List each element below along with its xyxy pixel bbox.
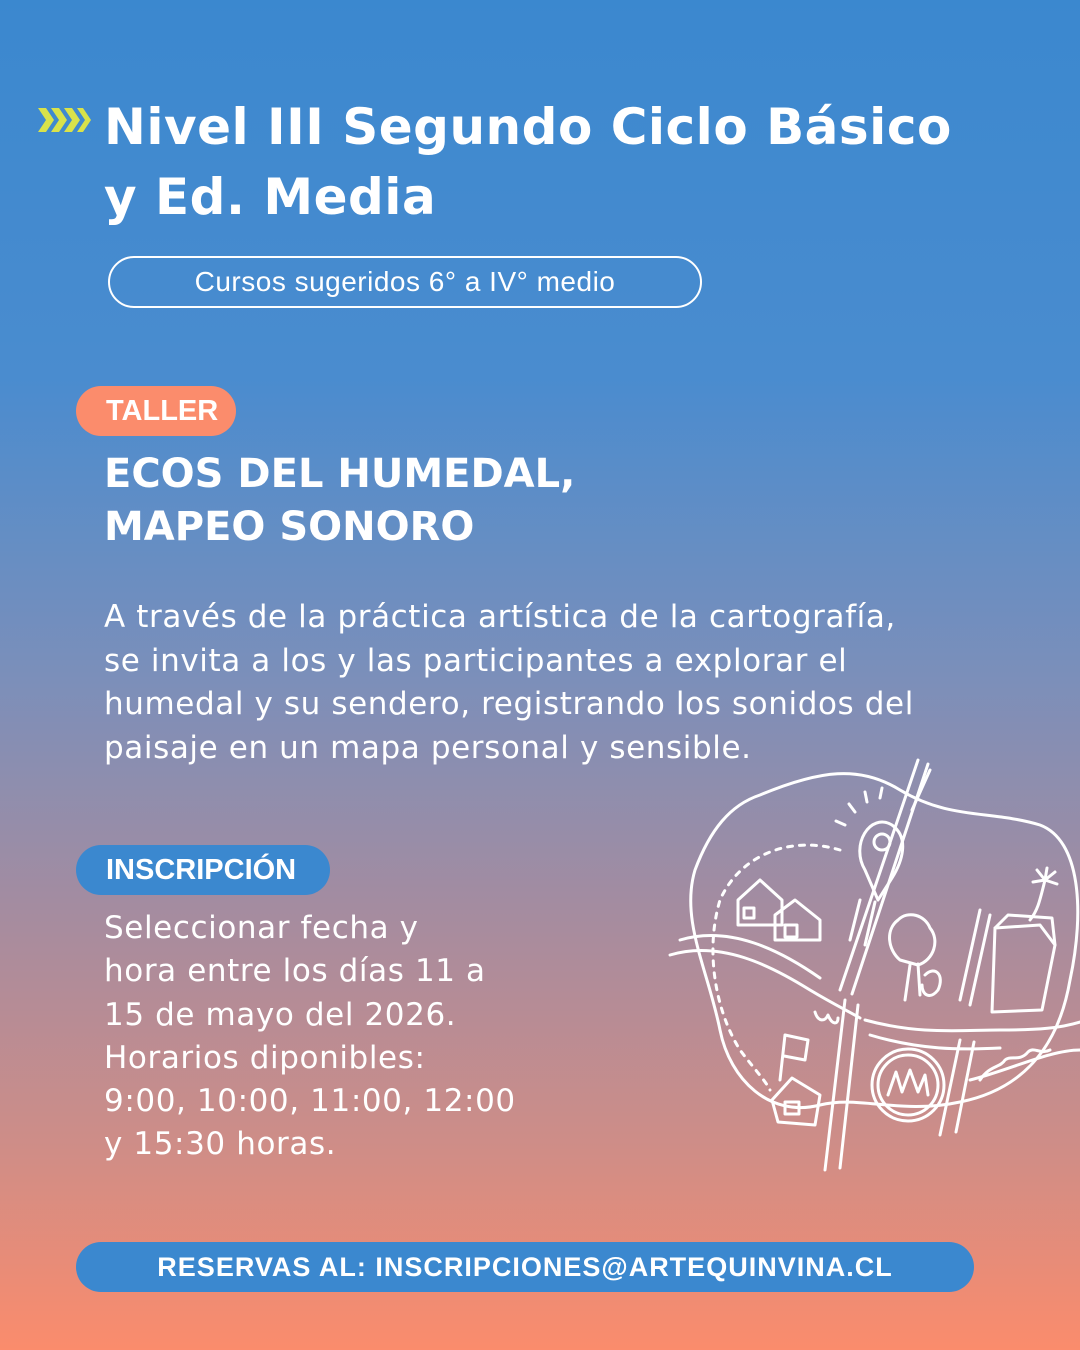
reservations-banner: RESERVAS AL: INSCRIPCIONES@ARTEQUINVINA.CL bbox=[76, 1242, 974, 1292]
suggested-courses-badge: Cursos sugeridos 6° a IV° medio bbox=[108, 256, 702, 308]
page-title-line-2: y Ed. Media bbox=[104, 168, 437, 226]
registration-line-2: hora entre los días 11 a bbox=[104, 953, 486, 990]
workshop-description bbox=[104, 596, 1004, 770]
registration-details bbox=[104, 907, 516, 1167]
workshop-title bbox=[104, 448, 575, 554]
registration-line-6: y 15:30 horas. bbox=[104, 1126, 337, 1163]
page-title bbox=[104, 92, 952, 232]
map-sketch-icon bbox=[660, 750, 1080, 1180]
workshop-title-line-1: ECOS DEL HUMEDAL, bbox=[104, 451, 576, 497]
registration-line-5: 9:00, 10:00, 11:00, 12:00 bbox=[104, 1083, 516, 1120]
registration-tag: INSCRIPCIÓN bbox=[76, 845, 330, 895]
page-title-line-1: Nivel III Segundo Ciclo Básico bbox=[104, 98, 952, 156]
workshop-tag: TALLER bbox=[76, 386, 236, 436]
registration-line-3: 15 de mayo del 2026. bbox=[104, 996, 457, 1033]
description-line-4: paisaje en un mapa personal y sensible. bbox=[104, 729, 752, 766]
description-line-2: se invita a los y las participantes a explorar el bbox=[104, 642, 848, 679]
description-line-1: A través de la práctica artística de la cartografía, bbox=[104, 599, 896, 635]
workshop-title-line-2: MAPEO SONORO bbox=[104, 504, 475, 550]
registration-line-4: Horarios diponibles: bbox=[104, 1039, 426, 1076]
chevron-arrows-icon bbox=[38, 106, 92, 134]
description-line-3: humedal y su sendero, registrando los sonidos del bbox=[104, 686, 914, 722]
registration-line-1: Seleccionar fecha y bbox=[104, 910, 419, 946]
